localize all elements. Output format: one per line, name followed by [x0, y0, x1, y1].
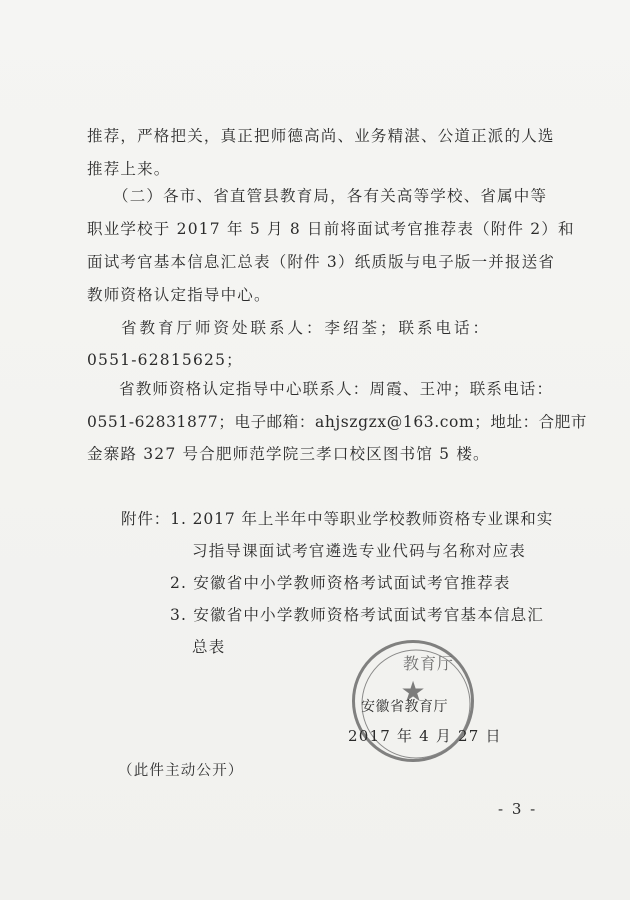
page-number: - 3 -	[498, 800, 538, 818]
body-line-4: 职业学校于 2017 年 5 月 8 日前将面试考官推荐表（附件 2）和	[87, 220, 575, 238]
issue-date: 2017 年 4 月 27 日	[348, 727, 502, 745]
seal-arc-text: 教育厅	[403, 654, 455, 673]
body-line-7: 省教育厅师资处联系人：李绍荃；联系电话：	[121, 319, 492, 337]
body-line-1: 推荐，严格把关，真正把师德高尚、业务精湛、公道正派的人选	[87, 127, 555, 145]
issuer-name: 安徽省教育厅	[361, 699, 448, 715]
publicity-note: （此件主动公开）	[118, 763, 244, 779]
body-line-3: （二）各市、省直管县教育局，各有关高等学校、省属中等	[113, 187, 548, 205]
body-line-9: 省教师资格认定指导中心联系人：周霞、王冲；联系电话：	[119, 380, 554, 398]
body-line-11: 金寨路 327 号合肥师范学院三孝口校区图书馆 5 楼。	[87, 445, 490, 463]
body-line-8: 0551-62815625；	[87, 351, 243, 369]
seal-star-icon: ★	[400, 675, 426, 708]
attachment-line-5: 总表	[192, 638, 226, 656]
attachment-line-4: 3. 安徽省中小学教师资格考试面试考官基本信息汇	[170, 606, 545, 624]
attachment-line-2: 习指导课面试考官遴选专业代码与名称对应表	[192, 542, 527, 560]
attachment-line-1: 附件：1. 2017 年上半年中等职业学校教师资格专业课和实	[121, 510, 554, 528]
body-line-2: 推荐上来。	[87, 160, 171, 178]
attachment-line-3: 2. 安徽省中小学教师资格考试面试考官推荐表	[170, 574, 511, 592]
body-line-5: 面试考官基本信息汇总表（附件 3）纸质版与电子版一并报送省	[87, 253, 556, 271]
body-line-6: 教师资格认定指导中心。	[87, 286, 271, 304]
body-line-10: 0551-62831877；电子邮箱：ahjszgzx@163.com；地址：合肥市	[87, 413, 587, 431]
